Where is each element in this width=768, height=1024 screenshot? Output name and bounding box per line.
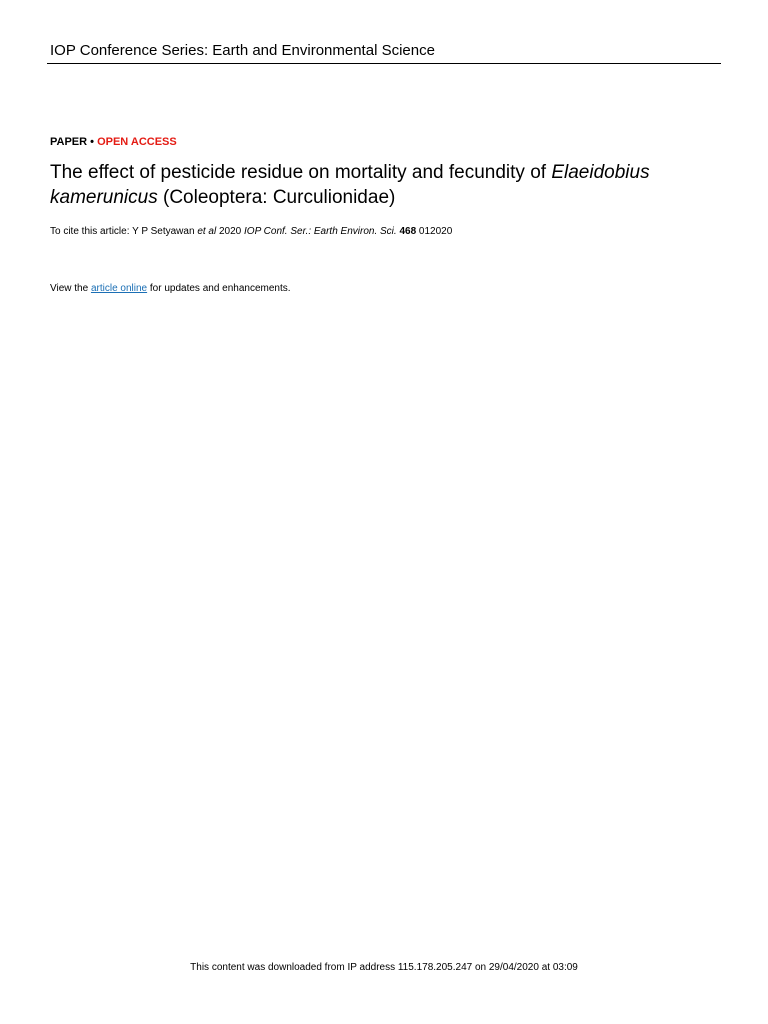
view-online-suffix: for updates and enhancements.: [147, 283, 291, 294]
citation-journal: IOP Conf. Ser.: Earth Environ. Sci.: [244, 226, 397, 237]
citation-year: 2020: [216, 226, 245, 237]
paper-type-label: PAPER: [50, 136, 88, 148]
citation-et-al: et al: [197, 226, 217, 237]
citation-prefix: To cite this article: Y P Setyawan: [50, 226, 198, 237]
citation-volume: 468: [399, 226, 417, 237]
view-online-line: [50, 282, 291, 295]
view-online-prefix: View the: [50, 283, 91, 294]
download-footer: This content was downloaded from IP address 115.178.205.247 on 29/04/2020 at 03:09: [190, 962, 578, 973]
citation-line: [50, 225, 452, 238]
label-separator: •: [87, 136, 98, 148]
citation-article-number: 012020: [416, 226, 453, 237]
title-text-end: (Coleoptera: Curculionidae): [157, 187, 396, 208]
article-title: [50, 160, 730, 210]
journal-header: IOP Conference Series: Earth and Environmental Science: [50, 42, 435, 59]
header-divider: [47, 63, 721, 64]
paper-access-label: [50, 136, 177, 149]
open-access-badge: OPEN ACCESS: [97, 136, 177, 148]
title-species-name: Elaeidobius kamerunicus: [50, 162, 650, 208]
article-online-link[interactable]: article online: [90, 283, 148, 294]
title-text-start: The effect of pesticide residue on mortality and fecundity of: [50, 162, 552, 183]
